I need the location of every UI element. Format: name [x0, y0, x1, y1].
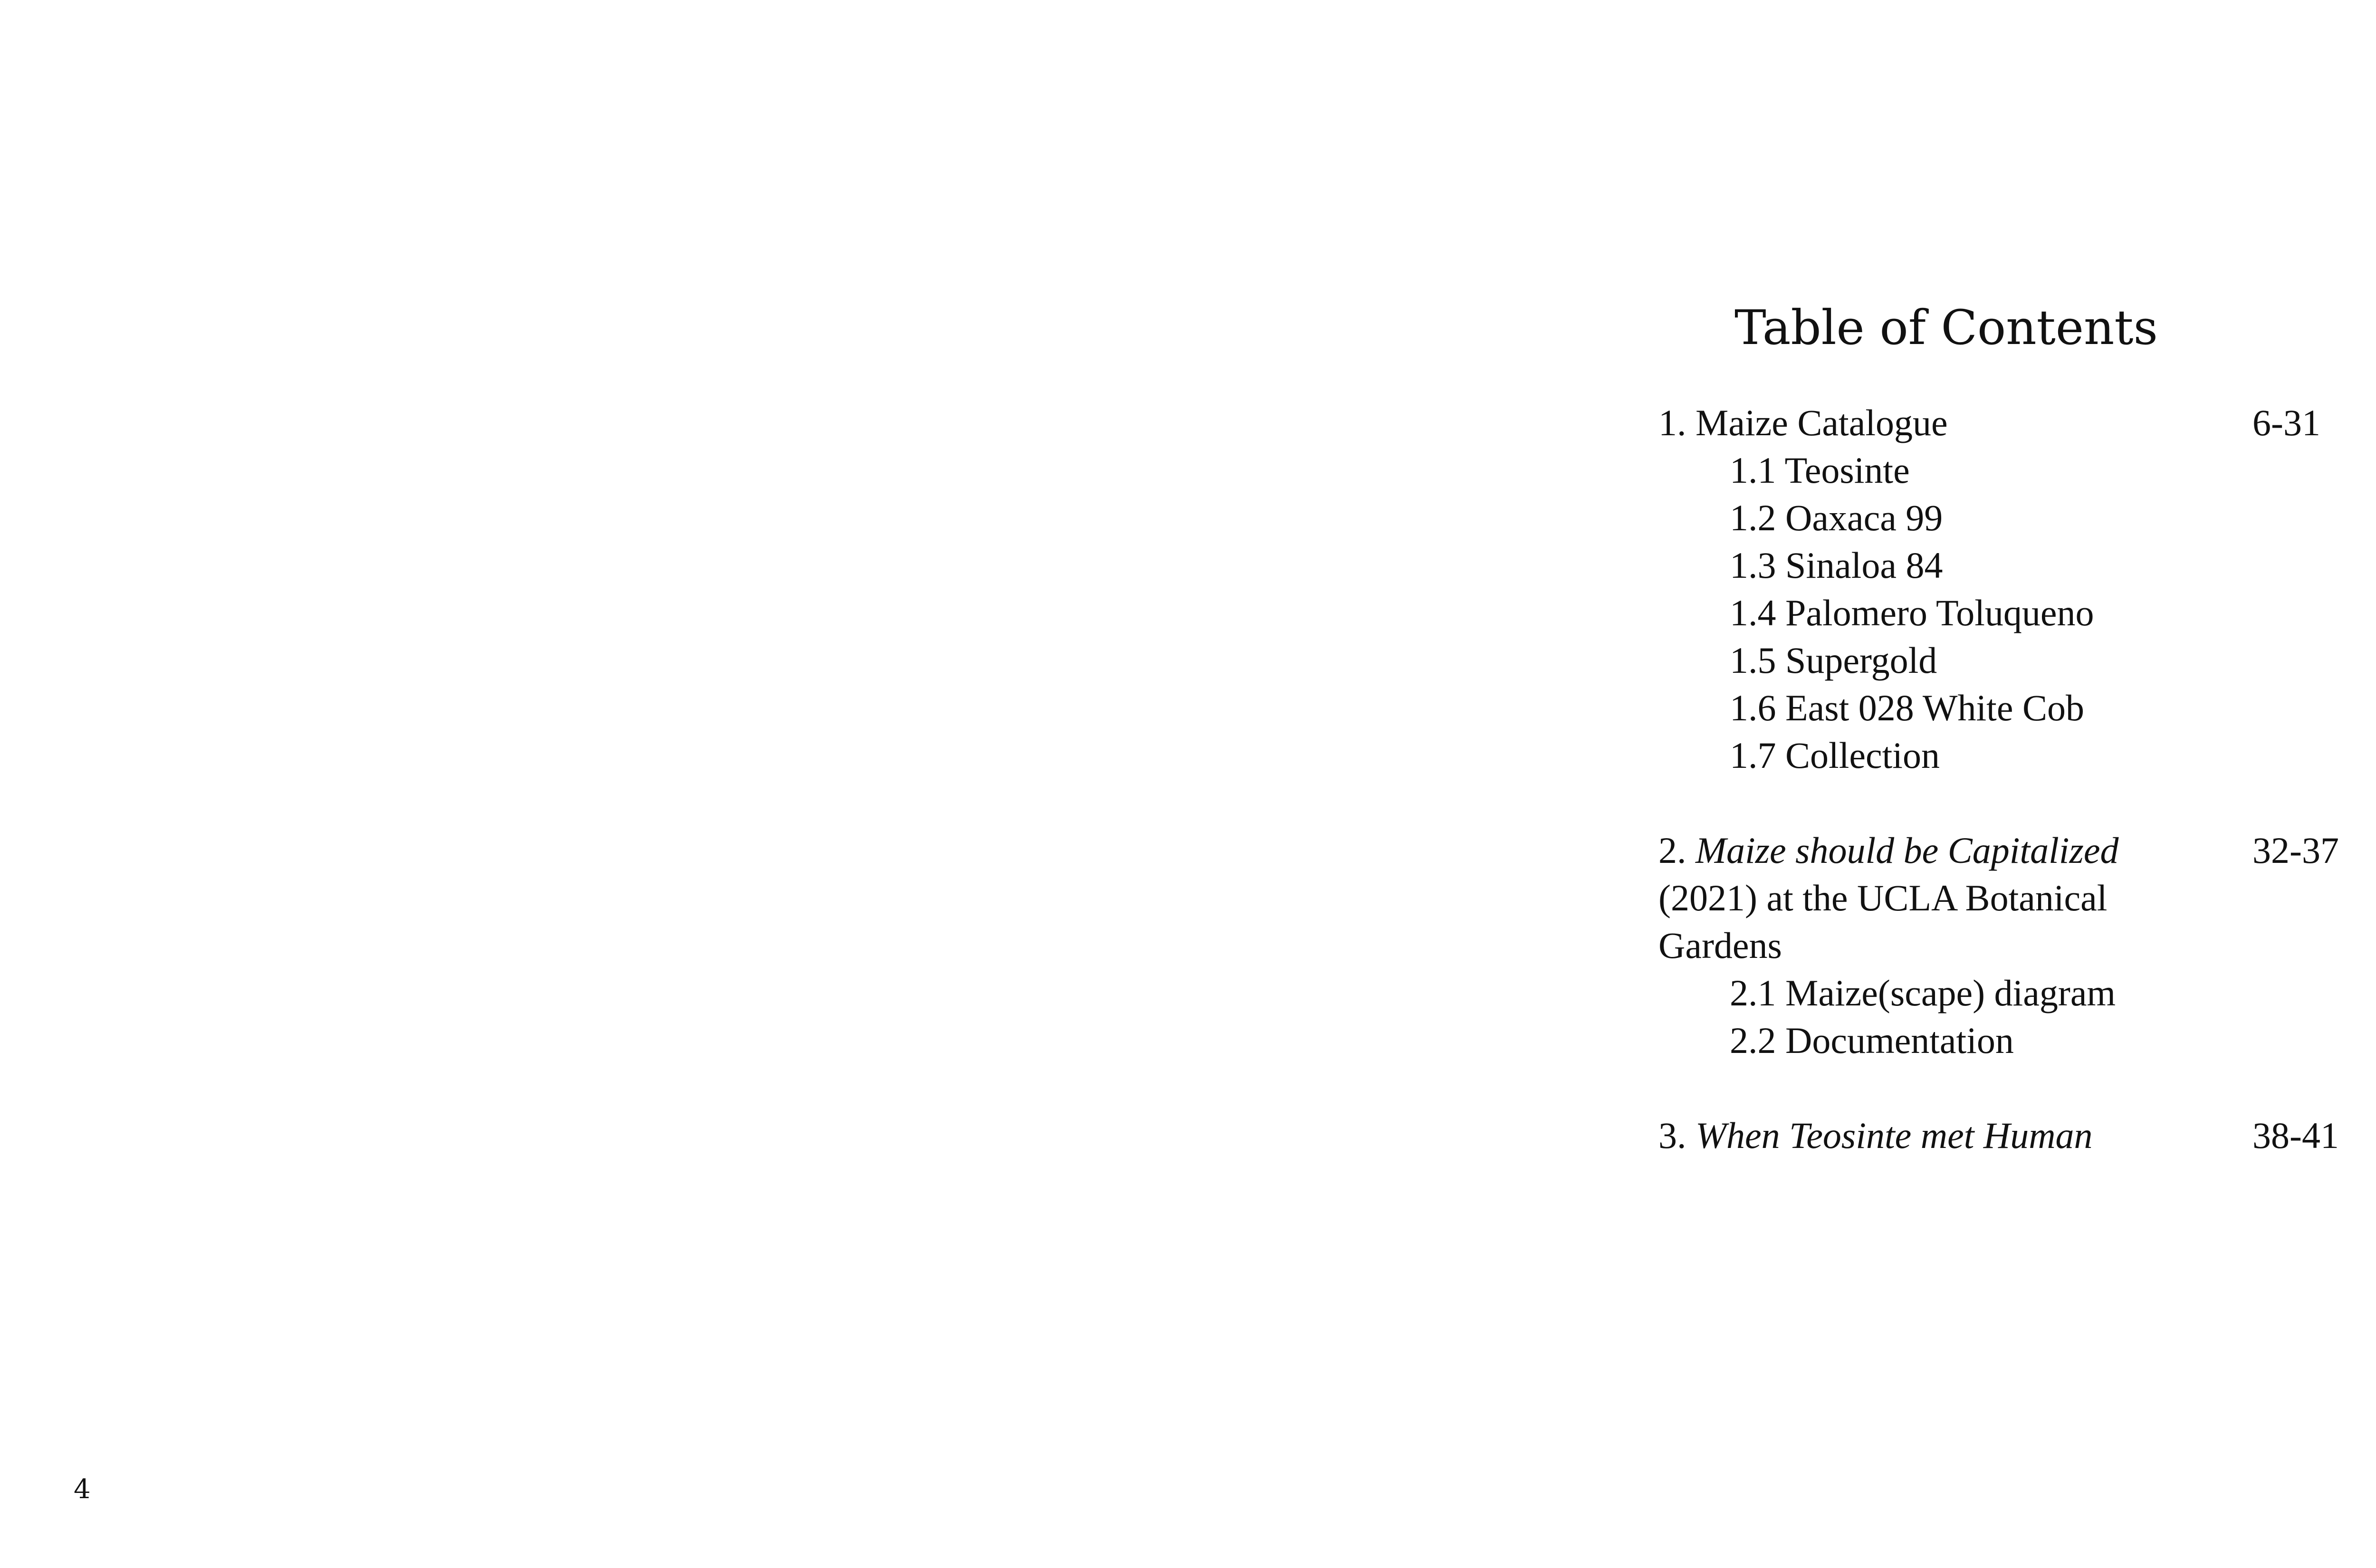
toc-entry-title	[1658, 1112, 2205, 1159]
table-of-contents	[1658, 399, 2376, 1159]
toc-entry-title-text: Maize Catalogue	[1696, 402, 1948, 443]
toc-section-2	[1658, 827, 2376, 1064]
toc-subsection-list	[1658, 447, 2376, 779]
right-page	[1283, 0, 2376, 1568]
toc-section-3	[1658, 1112, 2376, 1159]
toc-subsection-list	[1658, 969, 2376, 1064]
toc-section-1	[1658, 399, 2376, 779]
toc-subsection: 1.2 Oaxaca 99	[1730, 497, 1943, 538]
toc-subsection: 1.4 Palomero Toluqueno	[1730, 592, 2094, 633]
toc-subsection: 1.3 Sinaloa 84	[1730, 545, 1943, 586]
toc-entry	[1658, 827, 2376, 969]
toc-entry-title-italic: Maize should be Capitalized	[1696, 830, 2119, 871]
toc-subsection: 2.2 Documentation	[1730, 1020, 2014, 1061]
toc-title: Table of Contents	[1734, 300, 2158, 355]
toc-entry	[1658, 399, 2376, 447]
left-page-number: 4	[74, 1474, 91, 1505]
toc-subsection: 1.1 Teosinte	[1730, 449, 1910, 491]
toc-subsection: 2.1 Maize(scape) diagram	[1730, 972, 2116, 1013]
toc-entry-pages: 38-41	[2252, 1115, 2339, 1156]
toc-entry-number: 2.	[1658, 830, 1686, 871]
toc-entry-number: 1.	[1658, 402, 1686, 443]
toc-entry-title	[1658, 827, 2205, 969]
toc-entry-title-italic: When Teosinte met Human	[1696, 1115, 2093, 1156]
toc-entry-pages: 6-31	[2252, 402, 2320, 443]
toc-entry-title-text: (2021) at the UCLA Botanical Gardens	[1658, 877, 2108, 966]
toc-entry-title	[1658, 399, 2205, 447]
toc-subsection: 1.6 East 028 White Cob	[1730, 687, 2084, 728]
toc-entry	[1658, 1112, 2376, 1159]
toc-entry-number: 3.	[1658, 1115, 1686, 1156]
toc-subsection: 1.5 Supergold	[1730, 640, 1937, 681]
toc-entry-pages: 32-37	[2252, 830, 2339, 871]
toc-subsection: 1.7 Collection	[1730, 735, 1940, 776]
